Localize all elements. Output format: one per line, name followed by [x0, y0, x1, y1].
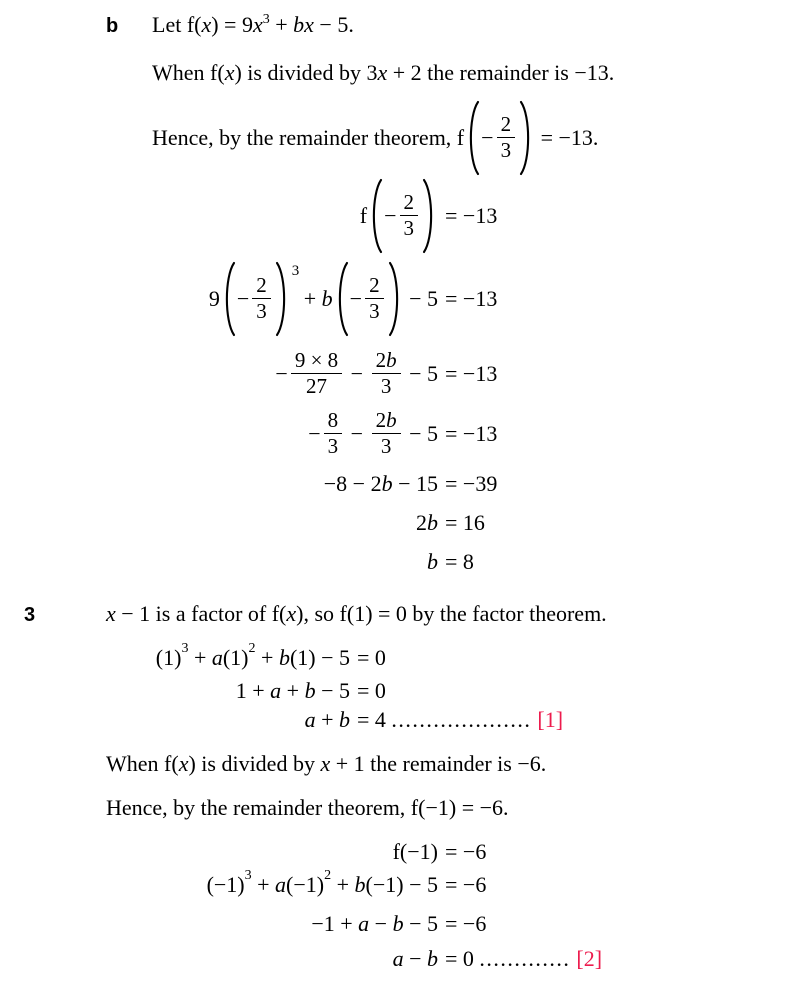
text-run: (−1)	[286, 871, 325, 897]
variable-x: x	[224, 60, 235, 86]
minus-sign: −	[275, 360, 288, 386]
variable-a: a	[211, 644, 223, 670]
equation-simplified	[0, 911, 788, 937]
coefficient: 9	[208, 285, 220, 311]
text-run: When f(	[152, 60, 225, 86]
variable-b: b	[427, 509, 438, 535]
variable-b: b	[427, 548, 438, 574]
fraction	[252, 274, 271, 324]
operator-plus: +	[281, 677, 305, 703]
variable-a: a	[270, 677, 282, 703]
operator-plus: +	[251, 871, 276, 897]
equation-rhs: = 8	[445, 548, 474, 574]
variable-bx: bx	[293, 12, 314, 37]
fraction	[324, 409, 343, 459]
text-run: (1) − 5	[289, 644, 350, 670]
function-f: f	[359, 202, 368, 228]
fraction-numerator	[372, 409, 401, 434]
variable-b: b	[381, 470, 393, 496]
fraction-denominator: 3	[365, 298, 384, 324]
big-left-paren	[368, 178, 383, 254]
equation-rhs: = 0	[445, 945, 480, 971]
question-number-3: 3	[24, 603, 36, 626]
variable-a: a	[304, 706, 316, 732]
equation-reference-2: [2]	[576, 945, 603, 971]
text-run: (1)	[155, 644, 182, 670]
fraction	[372, 349, 401, 399]
part-label-b: b	[106, 15, 119, 37]
exponent: 3	[291, 262, 300, 279]
exponent: 2	[324, 867, 332, 883]
text-run: (1)	[222, 644, 249, 670]
variable-b: b	[304, 677, 316, 703]
operator-plus: +	[188, 644, 212, 670]
fraction-numerator: 2	[403, 189, 414, 214]
line-factor-theorem	[0, 601, 788, 627]
equation-rhs: = −13	[445, 285, 498, 311]
text-run: +	[269, 12, 294, 37]
equation-rhs: = 0	[357, 644, 386, 670]
fraction-denominator: 3	[372, 373, 401, 399]
equation-reference-1: [1]	[537, 706, 564, 732]
equation-rhs: = 4	[357, 706, 392, 732]
equation-b-result	[0, 549, 788, 575]
equation-neg1-substituted	[0, 865, 788, 905]
big-right-paren	[422, 178, 437, 254]
equation-simplified-fractions	[0, 405, 788, 463]
equation-expanded-cubes	[0, 343, 788, 405]
text-run: Let f(	[152, 12, 202, 37]
big-right-paren	[275, 261, 290, 337]
text-run: − 5	[403, 910, 438, 936]
fraction-denominator: 3	[400, 215, 419, 241]
fraction-denominator: 3	[372, 433, 401, 459]
text-run: −8 − 2	[323, 470, 382, 496]
variable-b: b	[427, 945, 438, 971]
operator-plus: +	[315, 706, 339, 732]
fraction	[400, 191, 419, 241]
operator-plus: +	[331, 871, 355, 897]
exponent: 3	[244, 867, 252, 883]
line-let-definition	[0, 12, 788, 38]
equation-f1-substituted	[0, 639, 788, 677]
equation-substituted	[0, 255, 788, 343]
operator-minus: −	[369, 910, 393, 936]
text-run: − 5	[403, 360, 438, 386]
equation-rhs: = −39	[445, 470, 498, 496]
text-run: − 5.	[313, 12, 354, 37]
text-run: f(−1)	[392, 838, 438, 864]
operator-minus: −	[345, 420, 369, 446]
fraction-denominator: 27	[291, 373, 342, 399]
equation-simplified	[0, 677, 788, 705]
text-run: − 5	[403, 420, 438, 446]
equation-rhs: = −6	[445, 910, 487, 936]
variable-x: x	[252, 12, 263, 37]
dotted-leader: ....................	[391, 706, 532, 732]
text-run: ) = 9	[211, 12, 253, 37]
equation-f-neg1	[0, 839, 788, 865]
text-run: Hence, by the remainder theorem, f	[152, 124, 465, 150]
equation-2b	[0, 510, 788, 536]
variable-a: a	[275, 871, 287, 897]
fraction	[365, 274, 384, 324]
line-hence-remainder-theorem	[0, 795, 788, 821]
operator-plus: +	[298, 285, 322, 311]
variable-b: b	[386, 347, 397, 372]
operator-plus: +	[255, 644, 279, 670]
text-run: + 1 the remainder is −6.	[330, 751, 547, 777]
minus-sign: −	[236, 285, 250, 311]
variable-b: b	[321, 285, 333, 311]
variable-a: a	[392, 945, 404, 971]
variable-b: b	[354, 871, 366, 897]
exponent: 3	[181, 640, 189, 656]
variable-x: x	[377, 60, 388, 86]
fraction-numerator: 2	[369, 272, 380, 297]
fraction	[291, 349, 342, 399]
variable-b: b	[339, 706, 350, 732]
text-run: Hence, by the remainder theorem, f(−1) = −6.	[106, 794, 509, 820]
text-run: 2	[416, 509, 427, 535]
text-run: 2	[375, 407, 387, 432]
line-when-divided	[0, 60, 788, 86]
dotted-leader: .............	[479, 945, 571, 971]
equation-rhs: = −13	[445, 202, 498, 228]
equation-rhs: = −13	[445, 360, 498, 386]
equation-2-labelled	[0, 943, 788, 975]
operator-minus: −	[345, 360, 369, 386]
variable-x: x	[320, 751, 331, 777]
minus-sign: −	[384, 202, 397, 228]
big-left-paren	[334, 261, 349, 337]
variable-x: x	[106, 600, 116, 626]
text-run: − 5	[403, 285, 438, 311]
fraction-numerator: 8	[327, 407, 339, 432]
fraction	[497, 113, 516, 163]
variable-x: x	[286, 600, 297, 626]
fraction	[372, 409, 401, 459]
minus-sign: −	[308, 420, 321, 446]
variable-x: x	[178, 751, 189, 777]
big-right-paren	[388, 261, 403, 337]
fraction-denominator: 3	[252, 298, 271, 324]
line-hence-remainder-theorem	[0, 99, 788, 177]
equation-rhs: = 0	[357, 677, 386, 703]
text-run: − 1 is a factor of f(	[115, 600, 287, 626]
text-run: 1 +	[235, 677, 271, 703]
text-run: − 15	[392, 470, 438, 496]
minus-sign: −	[349, 285, 363, 311]
exponent: 3	[262, 12, 270, 27]
equation-f-neg-two-thirds	[0, 177, 788, 255]
fraction-denominator: 3	[497, 137, 516, 163]
text-run: ) is divided by 3	[234, 60, 378, 86]
variable-b: b	[278, 644, 290, 670]
variable-a: a	[358, 910, 370, 936]
text-run: 2	[375, 347, 387, 372]
text-run: −1 +	[311, 910, 359, 936]
variable-b: b	[386, 407, 397, 432]
text-run: = −13.	[535, 124, 599, 150]
text-run: ) is divided by	[188, 751, 321, 777]
big-left-paren	[221, 261, 236, 337]
fraction-denominator: 3	[324, 433, 343, 459]
fraction-numerator: 9 × 8	[294, 347, 339, 372]
equation-rhs: = 16	[445, 509, 485, 535]
text-run: (−1) − 5	[365, 871, 438, 897]
variable-x: x	[201, 12, 212, 37]
text-run: ), so f(1) = 0 by the factor theorem.	[296, 600, 607, 626]
text-run: − 5	[315, 677, 350, 703]
text-run: (−1)	[206, 871, 245, 897]
operator-minus: −	[403, 945, 427, 971]
text-run: When f(	[106, 751, 179, 777]
equation-cleared-denominators	[0, 471, 788, 497]
minus-sign: −	[481, 124, 494, 150]
equation-rhs: = −13	[445, 420, 498, 446]
big-left-paren	[465, 100, 480, 176]
big-right-paren	[519, 100, 534, 176]
equation-rhs: = −6	[445, 871, 487, 897]
variable-b: b	[392, 910, 404, 936]
text-run: + 2 the remainder is −13.	[387, 60, 615, 86]
line-when-divided	[0, 751, 788, 777]
equation-1-labelled	[0, 705, 788, 735]
fraction-numerator	[372, 349, 401, 374]
exponent: 2	[248, 640, 256, 656]
equation-rhs: = −6	[445, 838, 487, 864]
fraction-numerator: 2	[256, 272, 267, 297]
fraction-numerator: 2	[500, 111, 512, 136]
